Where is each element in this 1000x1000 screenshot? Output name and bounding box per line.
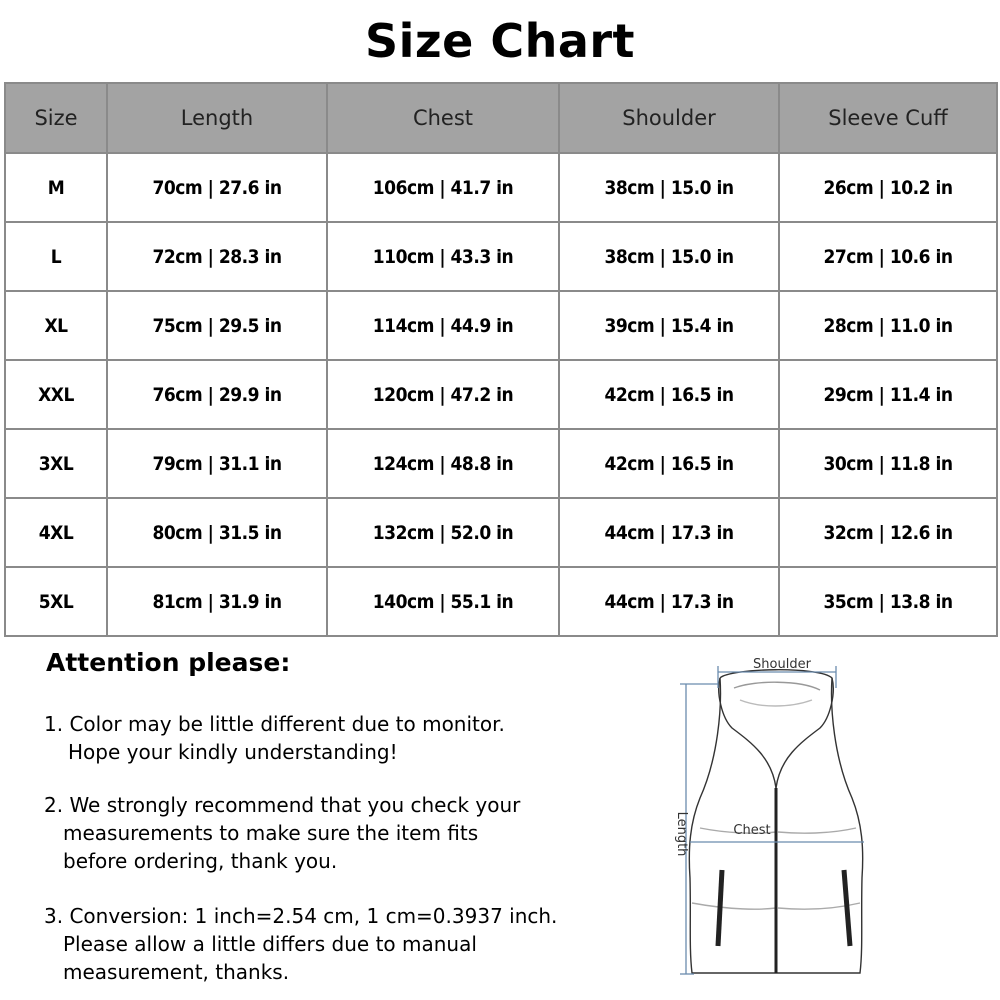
- sleeve-cuff-cell: 30cm | 11.8 in: [779, 429, 997, 498]
- vest-icon: [689, 670, 862, 973]
- shoulder-cell: 39cm | 15.4 in: [559, 291, 779, 360]
- length-cell: 79cm | 31.1 in: [107, 429, 327, 498]
- table-row: [5, 153, 997, 222]
- note-line: before ordering, thank you.: [63, 849, 338, 873]
- chest-cell: 140cm | 55.1 in: [327, 567, 559, 636]
- shoulder-cell: 38cm | 15.0 in: [559, 222, 779, 291]
- size-cell: 3XL: [5, 429, 107, 498]
- length-cell: 80cm | 31.5 in: [107, 498, 327, 567]
- size-cell: L: [5, 222, 107, 291]
- chest-label: Chest: [733, 823, 771, 838]
- chest-cell: 124cm | 48.8 in: [327, 429, 559, 498]
- note-color: [44, 710, 505, 766]
- note-measurements: [44, 791, 520, 875]
- note-line: 2. We strongly recommend that you check your: [44, 793, 521, 817]
- length-cell: 70cm | 27.6 in: [107, 153, 327, 222]
- shoulder-cell: 44cm | 17.3 in: [559, 567, 779, 636]
- note-line: 3. Conversion: 1 inch=2.54 cm, 1 cm=0.3937 inch.: [44, 904, 558, 928]
- column-header-length: Length: [107, 83, 327, 153]
- note-line: Please allow a little differs due to manual: [63, 932, 477, 956]
- note-line: measurements to make sure the item fits: [63, 821, 479, 845]
- note-conversion: [44, 902, 557, 986]
- size-cell: XXL: [5, 360, 107, 429]
- column-header-sleeve-cuff: Sleeve Cuff: [779, 83, 997, 153]
- length-cell: 75cm | 29.5 in: [107, 291, 327, 360]
- sleeve-cuff-cell: 26cm | 10.2 in: [779, 153, 997, 222]
- chest-cell: 132cm | 52.0 in: [327, 498, 559, 567]
- column-header-size: Size: [5, 83, 107, 153]
- table-row: [5, 429, 997, 498]
- note-line: 1. Color may be little different due to monitor.: [44, 712, 505, 736]
- table-header-row: [5, 83, 997, 153]
- table-row: [5, 498, 997, 567]
- length-label: Length: [674, 811, 689, 857]
- shoulder-cell: 38cm | 15.0 in: [559, 153, 779, 222]
- shoulder-cell: 42cm | 16.5 in: [559, 360, 779, 429]
- table-row: [5, 360, 997, 429]
- column-header-shoulder: Shoulder: [559, 83, 779, 153]
- length-cell: 72cm | 28.3 in: [107, 222, 327, 291]
- page-title: Size Chart: [364, 14, 636, 68]
- size-cell: 4XL: [5, 498, 107, 567]
- size-cell: XL: [5, 291, 107, 360]
- sleeve-cuff-cell: 28cm | 11.0 in: [779, 291, 997, 360]
- chest-cell: 106cm | 41.7 in: [327, 153, 559, 222]
- chest-cell: 120cm | 47.2 in: [327, 360, 559, 429]
- sleeve-cuff-cell: 35cm | 13.8 in: [779, 567, 997, 636]
- chest-cell: 110cm | 43.3 in: [327, 222, 559, 291]
- note-line: Hope your kindly understanding!: [68, 740, 398, 764]
- column-header-chest: Chest: [327, 83, 559, 153]
- sleeve-cuff-cell: 27cm | 10.6 in: [779, 222, 997, 291]
- size-chart-table: [4, 82, 998, 637]
- length-cell: 81cm | 31.9 in: [107, 567, 327, 636]
- chest-cell: 114cm | 44.9 in: [327, 291, 559, 360]
- shoulder-label: Shoulder: [753, 657, 811, 672]
- table-row: [5, 222, 997, 291]
- vest-diagram: [660, 648, 900, 998]
- table-row: [5, 291, 997, 360]
- note-line: measurement, thanks.: [63, 960, 290, 984]
- attention-heading: Attention please:: [46, 648, 291, 677]
- shoulder-cell: 42cm | 16.5 in: [559, 429, 779, 498]
- length-cell: 76cm | 29.9 in: [107, 360, 327, 429]
- size-cell: 5XL: [5, 567, 107, 636]
- sleeve-cuff-cell: 29cm | 11.4 in: [779, 360, 997, 429]
- table-row: [5, 567, 997, 636]
- shoulder-cell: 44cm | 17.3 in: [559, 498, 779, 567]
- size-cell: M: [5, 153, 107, 222]
- sleeve-cuff-cell: 32cm | 12.6 in: [779, 498, 997, 567]
